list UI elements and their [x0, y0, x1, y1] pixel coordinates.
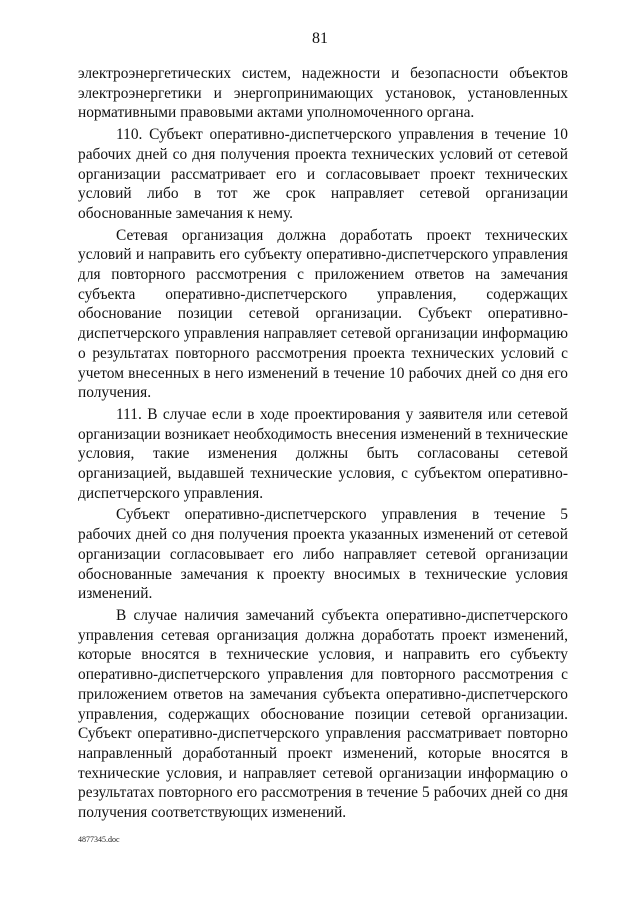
paragraph-110: 110. Субъект оперативно-диспетчерского управления в течение 10 рабочих дней со дня получения проекта технических условий от сетевой организации рассматривает его и согласовывает проект технических условий либо в тот же срок направляет сетевой организации обоснованные замечания к нему. — [78, 126, 568, 222]
paragraph-111-approval: Субъект оперативно-диспетчерского управления в течение 5 рабочих дней со дня получения проекта указанных изменений от сетевой организации согласовывает его либо направляет сетевой организации обоснованные замечания к проекту вносимых в технические условия изменений. — [78, 506, 568, 603]
document-body — [78, 64, 568, 825]
paragraph-111-remarks: В случае наличия замечаний субъекта оперативно-диспетчерского управления сетевая организация должна доработать проект изменений, которые вносятся в технические условия, и направить его субъекту оперативно-диспетчерского управления для повторного рассмотрения с приложением ответов на замечания субъекта оперативно-диспетчерского управления, содержащих обоснование позиции сетевой организации. Субъект оперативно-диспетчерского управления рассматривает повторно направленный доработанный проект изменений, которые вносятся в технические условия, и направляет сетевой организации информацию о результатах повторного его рассмотрения в течение 5 рабочих дней со дня получения соответствующих изменений. — [78, 606, 568, 822]
footer-filename: 4877345.doc — [78, 835, 120, 844]
paragraph-110-revision: Сетевая организация должна доработать проект технических условий и направить его субъекту оперативно-диспетчерского управления для повторного рассмотрения с приложением ответов на замечания субъекта оперативно-диспетчерского управления, содержащих обоснование позиции сетевой организации. Субъект оперативно-диспетчерского управления направляет сетевой организации информацию о результатах повторного рассмотрения проекта технических условий с учетом внесенных в него изменений в течение 10 рабочих дней со дня его получения. — [78, 226, 568, 402]
page-number: 81 — [312, 30, 328, 47]
paragraph-continuation: электроэнергетических систем, надежности и безопасности объектов электроэнергетики и энергопринимающих установок, установленных нормативными правовыми актами уполномоченного органа. — [78, 65, 568, 122]
paragraph-111: 111. В случае если в ходе проектирования у заявителя или сетевой организации возникает необходимость внесения изменений в технические условия, такие изменения должны быть согласованы сетевой организацией, выдавшей технические условия, с субъектом оперативно-диспетчерского управления. — [78, 405, 568, 502]
